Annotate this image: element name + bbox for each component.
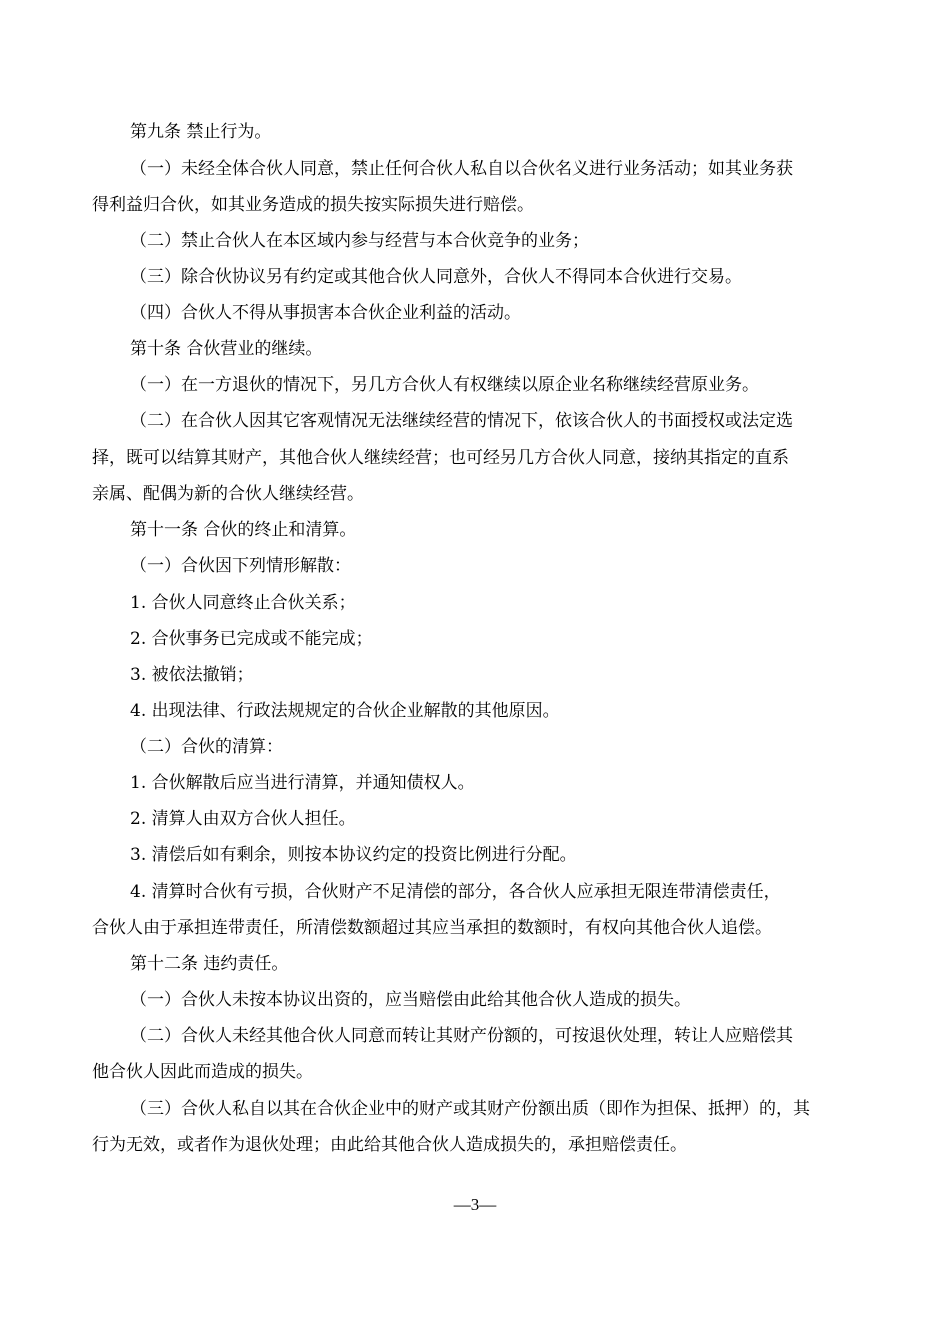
article-11-item-2-4-cont: 合伙人由于承担连带责任，所清偿数额超过其应当承担的数额时，有权向其他合伙人追偿。 — [92, 918, 772, 938]
article-10-heading: 第十条 合伙营业的继续。 — [130, 339, 323, 359]
article-11-item-2-4: 4. 清算时合伙有亏损，合伙财产不足清偿的部分，各合伙人应承担无限连带清偿责任， — [130, 882, 781, 902]
article-9-item-1: （一）未经全体合伙人同意，禁止任何合伙人私自以合伙名义进行业务活动；如其业务获 — [130, 159, 793, 179]
article-11-item-1: （一）合伙因下列情形解散： — [130, 556, 351, 576]
article-11-heading: 第十一条 合伙的终止和清算。 — [130, 520, 357, 540]
article-9-item-1-cont: 得利益归合伙，如其业务造成的损失按实际损失进行赔偿。 — [92, 195, 534, 215]
article-10-item-1: （一）在一方退伙的情况下，另几方合伙人有权继续以原企业名称继续经营原业务。 — [130, 375, 759, 395]
article-12-heading: 第十二条 违约责任。 — [130, 954, 289, 974]
article-9-item-3: （三）除合伙协议另有约定或其他合伙人同意外，合伙人不得同本合伙进行交易。 — [130, 267, 742, 287]
article-11-item-2-2: 2. 清算人由双方合伙人担任。 — [130, 809, 356, 829]
article-12-item-2-cont: 他合伙人因此而造成的损失。 — [92, 1062, 313, 1082]
article-12-item-1: （一）合伙人未按本协议出资的，应当赔偿由此给其他合伙人造成的损失。 — [130, 990, 691, 1010]
article-11-item-2-3: 3. 清偿后如有剩余，则按本协议约定的投资比例进行分配。 — [130, 845, 577, 865]
article-11-item-2: （二）合伙的清算： — [130, 737, 283, 757]
article-12-item-2: （二）合伙人未经其他合伙人同意而转让其财产份额的，可按退伙处理，转让人应赔偿其 — [130, 1026, 793, 1046]
article-11-item-1-3: 3. 被依法撤销； — [130, 665, 254, 685]
article-9-item-4: （四）合伙人不得从事损害本合伙企业利益的活动。 — [130, 303, 521, 323]
article-11-item-2-1: 1. 合伙解散后应当进行清算，并通知债权人。 — [130, 773, 475, 793]
article-10-item-2-cont: 择，既可以结算其财产，其他合伙人继续经营；也可经另几方合伙人同意，接纳其指定的直系 — [92, 448, 789, 468]
article-11-item-1-2: 2. 合伙事务已完成或不能完成； — [130, 629, 373, 649]
article-10-item-2: （二）在合伙人因其它客观情况无法继续经营的情况下，依该合伙人的书面授权或法定选 — [130, 411, 793, 431]
article-11-item-1-4: 4. 出现法律、行政法规规定的合伙企业解散的其他原因。 — [130, 701, 560, 721]
article-9-item-2: （二）禁止合伙人在本区域内参与经营与本合伙竞争的业务； — [130, 231, 589, 251]
article-12-item-3-cont: 行为无效，或者作为退伙处理；由此给其他合伙人造成损失的，承担赔偿责任。 — [92, 1135, 687, 1155]
article-10-item-2-cont2: 亲属、配偶为新的合伙人继续经营。 — [92, 484, 364, 504]
article-9-heading: 第九条 禁止行为。 — [130, 122, 272, 142]
article-12-item-3: （三）合伙人私自以其在合伙企业中的财产或其财产份额出质（即作为担保、抵押）的，其 — [130, 1099, 810, 1119]
article-11-item-1-1: 1. 合伙人同意终止合伙关系； — [130, 593, 356, 613]
page-number: —3— — [453, 1195, 497, 1214]
